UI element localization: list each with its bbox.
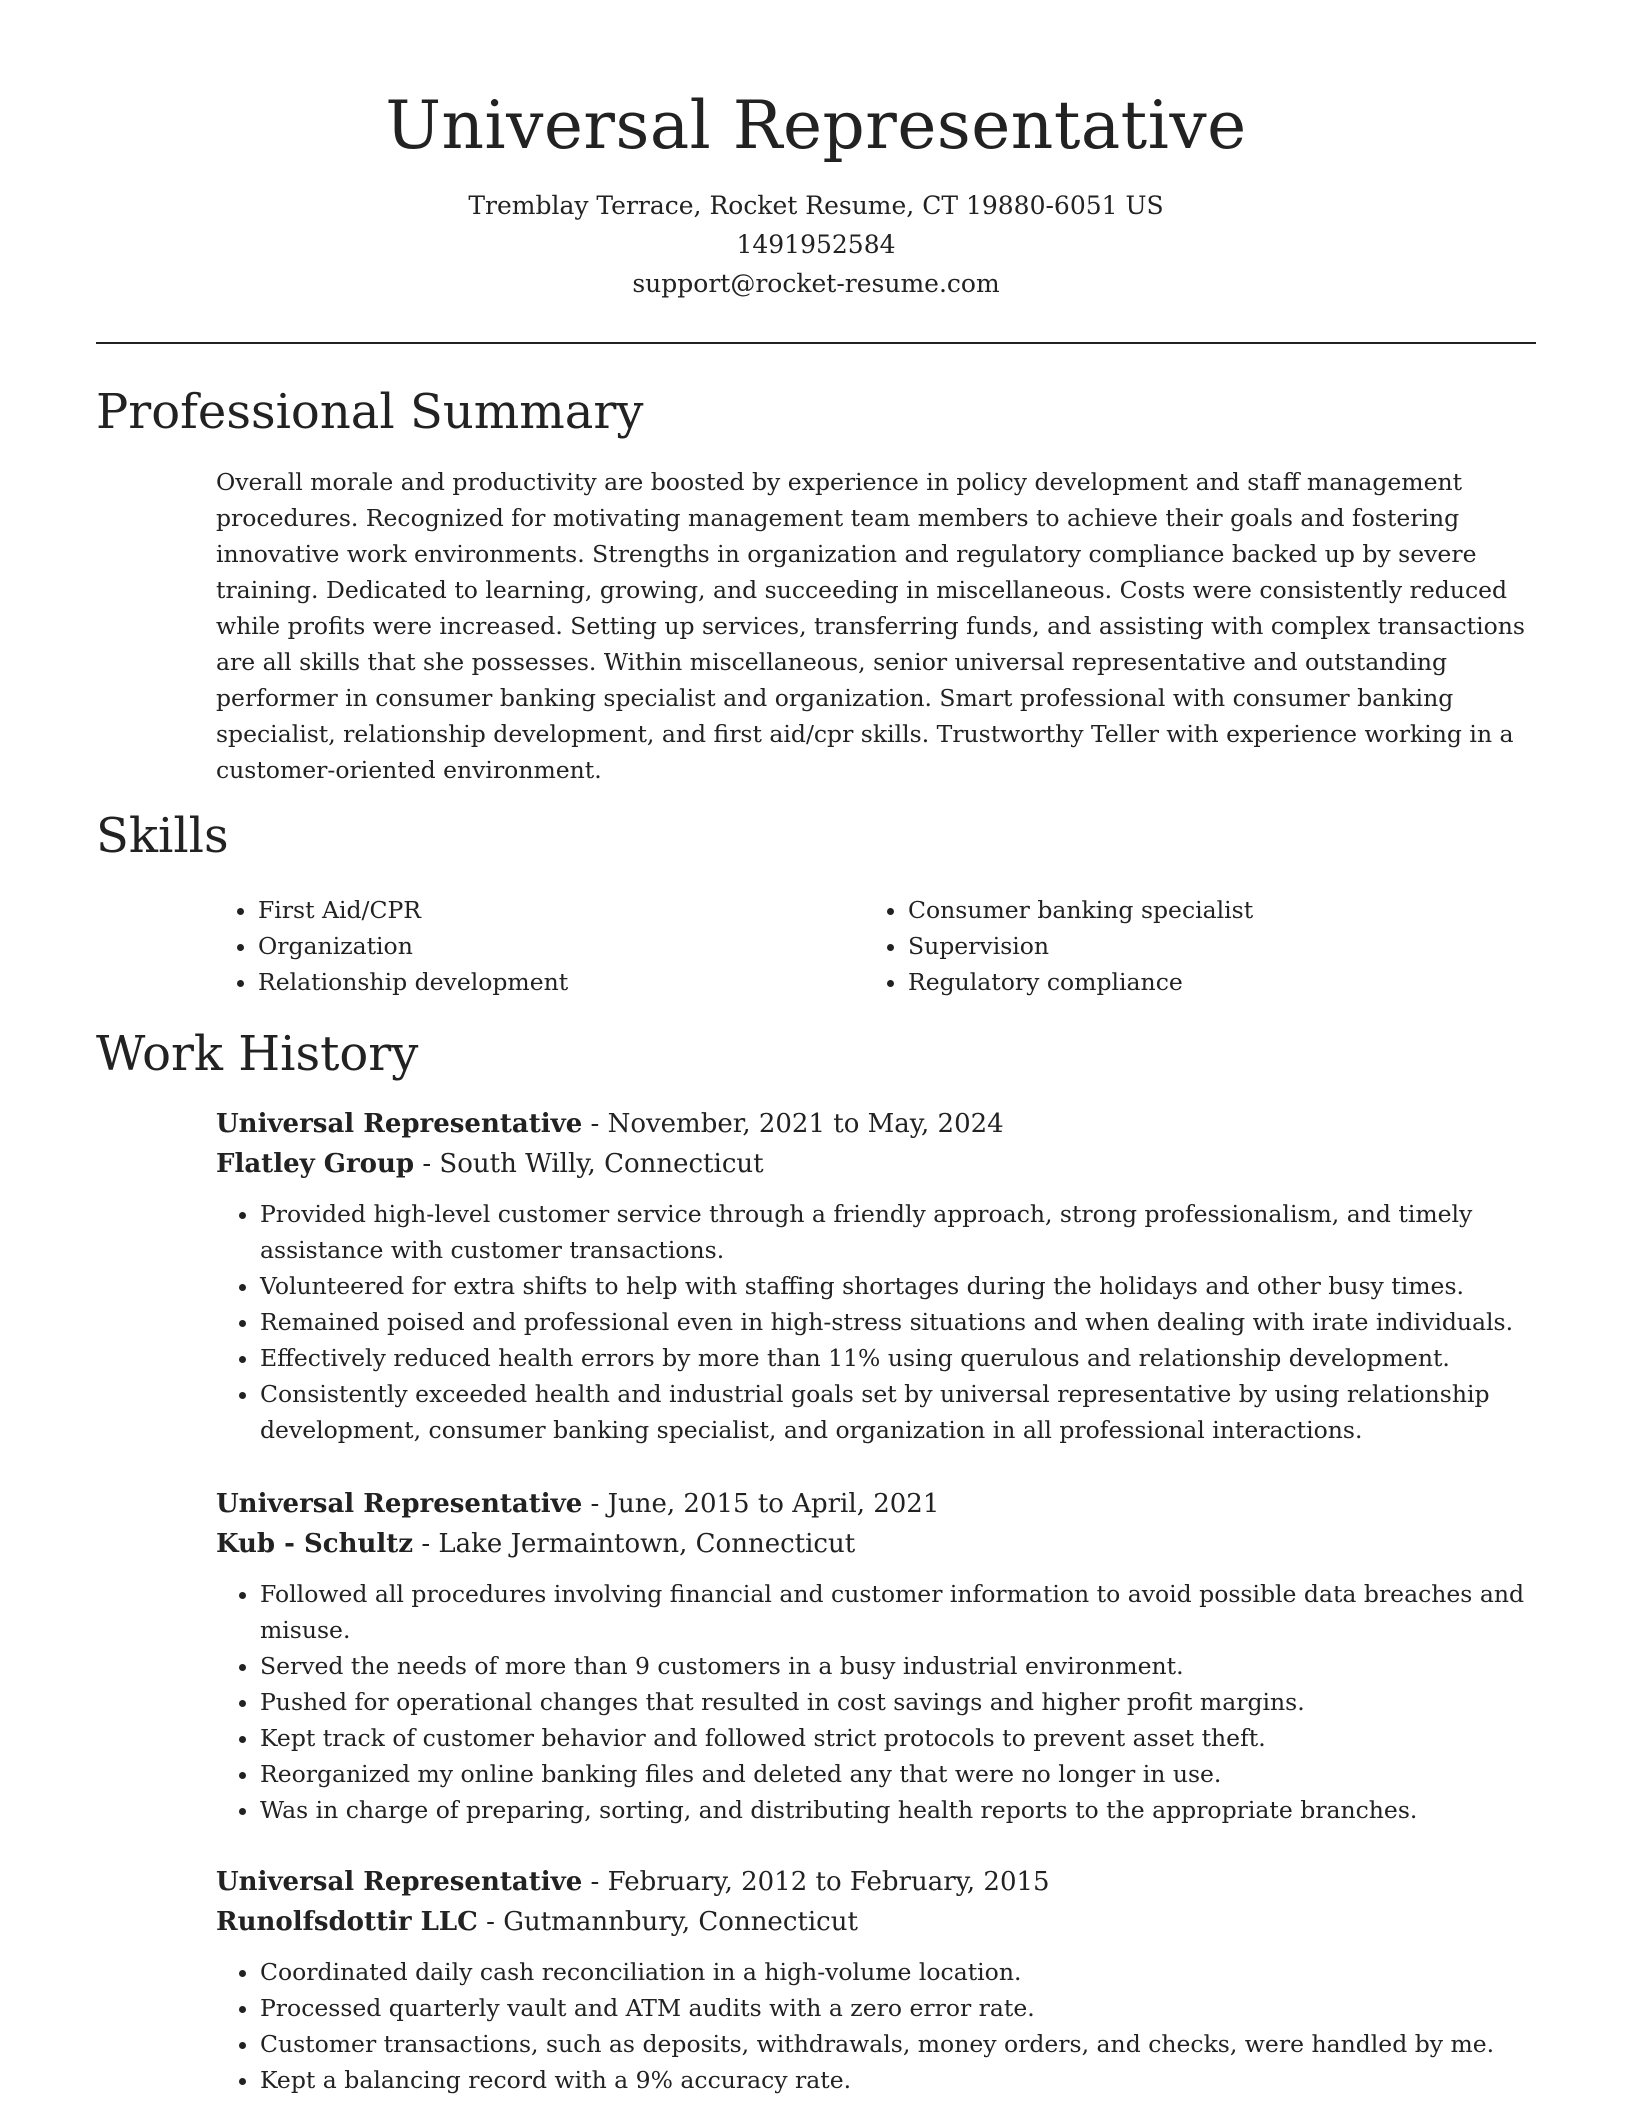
- job-company: Flatley Group: [216, 1149, 415, 1179]
- job-bullets: [216, 1196, 1540, 1448]
- job-bullets: [216, 1954, 1540, 2098]
- job-bullet: • Processed quarterly vault and ATM audits with a zero error rate.: [260, 1990, 1540, 2026]
- job-bullet: • Remained poised and professional even in high-stress situations and when dealing with irate individuals.: [260, 1304, 1540, 1340]
- job-location: - Gutmannbury, Connecticut: [477, 1907, 858, 1937]
- job-bullet: • Effectively reduced health errors by more than 11% using querulous and relationship development.: [260, 1340, 1540, 1376]
- header-divider: [96, 342, 1536, 344]
- job-title: Universal Representative: [216, 1489, 583, 1519]
- skill-item: • Consumer banking specialist: [908, 892, 1508, 928]
- job-location: - Lake Jermaintown, Connecticut: [413, 1529, 856, 1559]
- job-company-line: [216, 1144, 1540, 1184]
- summary-heading: Professional Summary: [96, 384, 644, 440]
- address: Tremblay Terrace, Rocket Resume, CT 19880-6051 US: [468, 191, 1164, 220]
- job-bullet: • Was in charge of preparing, sorting, and distributing health reports to the appropriate branches.: [260, 1792, 1540, 1828]
- job-bullet: • Kept a balancing record with a 9% accuracy rate.: [260, 2062, 1540, 2098]
- job-entry: [216, 1104, 1540, 1448]
- job-title-line: [216, 1104, 1540, 1144]
- job-bullet: • Pushed for operational changes that resulted in cost savings and higher profit margins.: [260, 1684, 1540, 1720]
- phone: 1491952584: [736, 230, 896, 259]
- job-dates: - June, 2015 to April, 2021: [582, 1489, 940, 1519]
- job-company-line: [216, 1524, 1540, 1564]
- job-bullet: • Followed all procedures involving financial and customer information to avoid possible data breaches and misuse.: [260, 1576, 1540, 1648]
- job-bullet: • Coordinated daily cash reconciliation in a high-volume location.: [260, 1954, 1540, 1990]
- work-history-heading: Work History: [96, 1026, 419, 1082]
- skill-item: • Regulatory compliance: [908, 964, 1508, 1000]
- job-dates: - November, 2021 to May, 2024: [582, 1109, 1004, 1139]
- job-location: - South Willy, Connecticut: [414, 1149, 764, 1179]
- job-bullet: • Provided high-level customer service through a friendly approach, strong professionalism, and timely assistance with customer transactions.: [260, 1196, 1540, 1268]
- skills-list-left: [214, 892, 858, 1000]
- skills-list-right: [864, 892, 1508, 1000]
- job-company: Runolfsdottir LLC: [216, 1907, 478, 1937]
- email: support@rocket-resume.com: [632, 269, 1000, 298]
- job-bullets: [216, 1576, 1540, 1828]
- job-entry: [216, 1862, 1540, 2098]
- job-company: Kub - Schultz: [216, 1529, 414, 1559]
- job-bullet: • Served the needs of more than 9 customers in a busy industrial environment.: [260, 1648, 1540, 1684]
- contact-info: [0, 186, 1632, 303]
- job-title-line: [216, 1484, 1540, 1524]
- summary-text: Overall morale and productivity are boosted by experience in policy development and staff management procedures. Recognized for motivating management team members to achieve their goals and fostering innovative work environments. Strengths in organization and regulatory compliance backed up by severe training. Dedicated to learning, growing, and succeeding in miscellaneous. Costs were consistently reduced while profits were increased. Setting up services, transferring funds, and assisting with complex transactions are all skills that she possesses. Within miscellaneous, senior universal representative and outstanding performer in consumer banking specialist and organization. Smart professional with consumer banking specialist, relationship development, and first aid/cpr skills. Trustworthy Teller with experience working in a customer-oriented environment.: [216, 468, 1525, 784]
- job-company-line: [216, 1902, 1540, 1942]
- job-bullet: • Consistently exceeded health and industrial goals set by universal representative by using relationship development, consumer banking specialist, and organization in all professional interactions.: [260, 1376, 1540, 1448]
- job-title-line: [216, 1862, 1540, 1902]
- job-title: Universal Representative: [216, 1109, 583, 1139]
- job-bullet: • Reorganized my online banking files and deleted any that were no longer in use.: [260, 1756, 1540, 1792]
- job-dates: - February, 2012 to February, 2015: [582, 1867, 1050, 1897]
- job-bullet: • Kept track of customer behavior and followed strict protocols to prevent asset theft.: [260, 1720, 1540, 1756]
- job-entry: [216, 1484, 1540, 1828]
- job-title: Universal Representative: [216, 1867, 583, 1897]
- job-bullet: • Volunteered for extra shifts to help with staffing shortages during the holidays and other busy times.: [260, 1268, 1540, 1304]
- skill-item: • Relationship development: [258, 964, 858, 1000]
- candidate-name: Universal Representative: [385, 87, 1247, 164]
- skill-item: • Supervision: [908, 928, 1508, 964]
- skill-item: • First Aid/CPR: [258, 892, 858, 928]
- skills-heading: Skills: [96, 808, 229, 864]
- job-bullet: • Customer transactions, such as deposits, withdrawals, money orders, and checks, were handled by me.: [260, 2026, 1540, 2062]
- resume-header: [0, 0, 1632, 303]
- skill-item: • Organization: [258, 928, 858, 964]
